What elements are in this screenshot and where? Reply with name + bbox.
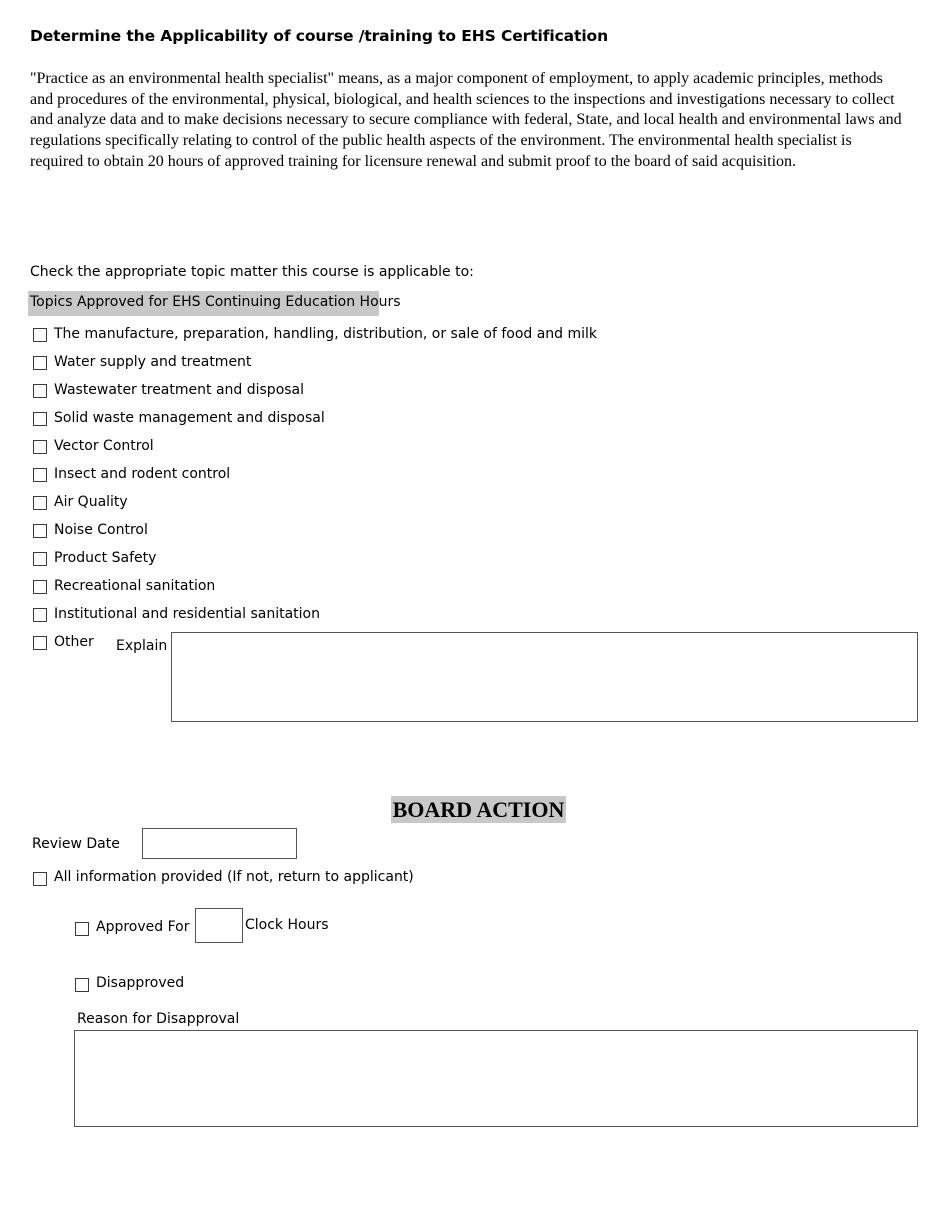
checkbox[interactable]: [33, 468, 47, 482]
checkbox[interactable]: [33, 524, 47, 538]
checkbox[interactable]: [33, 384, 47, 398]
topic-row-institutional[interactable]: [32, 605, 732, 625]
topic-label: Solid waste management and disposal: [54, 410, 325, 426]
all-info-checkbox[interactable]: [33, 872, 47, 886]
topic-instruction: Check the appropriate topic matter this course is applicable to:: [30, 264, 474, 280]
checkbox[interactable]: [33, 328, 47, 342]
topic-label: Product Safety: [54, 550, 157, 566]
topic-row-noise-control[interactable]: [32, 521, 732, 541]
other-label: Other: [54, 634, 94, 650]
explain-field[interactable]: [171, 632, 918, 722]
board-action-title: BOARD ACTION: [392, 797, 565, 822]
topic-row-vector-control[interactable]: [32, 437, 732, 457]
topic-label: Wastewater treatment and disposal: [54, 382, 305, 398]
topic-row-insect-rodent[interactable]: [32, 465, 732, 485]
topic-row-product-safety[interactable]: [32, 549, 732, 569]
topic-row-food-milk[interactable]: [32, 325, 732, 345]
topic-label: Air Quality: [54, 494, 128, 510]
topic-label: Institutional and residential sanitation: [54, 606, 320, 622]
definition-paragraph: "Practice as an environmental health specialist" means, as a major component of employment, to apply academic principles, methods and procedures of the environmental, physical, biological, and health sciences to the inspections and investigations necessary to collect and analyze data and to make decisions necessary to secure compliance with federal, State, and local health and environmental laws and regulations specifically relating to control of the public health aspects of the environment. The environmental health specialist is required to obtain 20 hours of approved training for licensure renewal and submit proof to the board of said acquisition.: [30, 70, 902, 170]
topic-row-recreational[interactable]: [32, 577, 732, 597]
approved-hours-field[interactable]: [195, 908, 243, 943]
checkbox[interactable]: [33, 412, 47, 426]
all-info-label: All information provided (If not, return to applicant): [54, 869, 414, 885]
topic-row-wastewater[interactable]: [32, 381, 732, 401]
checkbox[interactable]: [33, 636, 47, 650]
topic-row-air-quality[interactable]: [32, 493, 732, 513]
topic-row-other[interactable]: [32, 633, 112, 653]
disapproved-label: Disapproved: [96, 975, 185, 991]
reason-label: Reason for Disapproval: [77, 1011, 240, 1027]
checkbox[interactable]: [33, 552, 47, 566]
topic-label: Noise Control: [54, 522, 148, 538]
checkbox[interactable]: [33, 608, 47, 622]
checkbox[interactable]: [33, 496, 47, 510]
review-date-field[interactable]: [142, 828, 297, 859]
reason-field[interactable]: [74, 1030, 918, 1127]
page-heading: Determine the Applicability of course /training to EHS Certification: [30, 27, 609, 45]
review-date-label: Review Date: [32, 836, 120, 852]
checkbox[interactable]: [33, 356, 47, 370]
clock-hours-label: Clock Hours: [245, 917, 329, 933]
topic-label: Recreational sanitation: [54, 578, 216, 594]
disapproved-checkbox[interactable]: [75, 978, 89, 992]
topic-label: Water supply and treatment: [54, 354, 252, 370]
explain-label: Explain: [116, 638, 168, 654]
topic-row-water-supply[interactable]: [32, 353, 732, 373]
approved-checkbox[interactable]: [75, 922, 89, 936]
topic-label: The manufacture, preparation, handling, distribution, or sale of food and milk: [54, 326, 598, 342]
checkbox[interactable]: [33, 580, 47, 594]
topic-label: Vector Control: [54, 438, 154, 454]
approved-for-label: Approved For: [96, 919, 190, 935]
checkbox[interactable]: [33, 440, 47, 454]
topic-label: Insect and rodent control: [54, 466, 231, 482]
topics-header: Topics Approved for EHS Continuing Education Hours: [28, 291, 379, 316]
topic-row-solid-waste[interactable]: [32, 409, 732, 429]
